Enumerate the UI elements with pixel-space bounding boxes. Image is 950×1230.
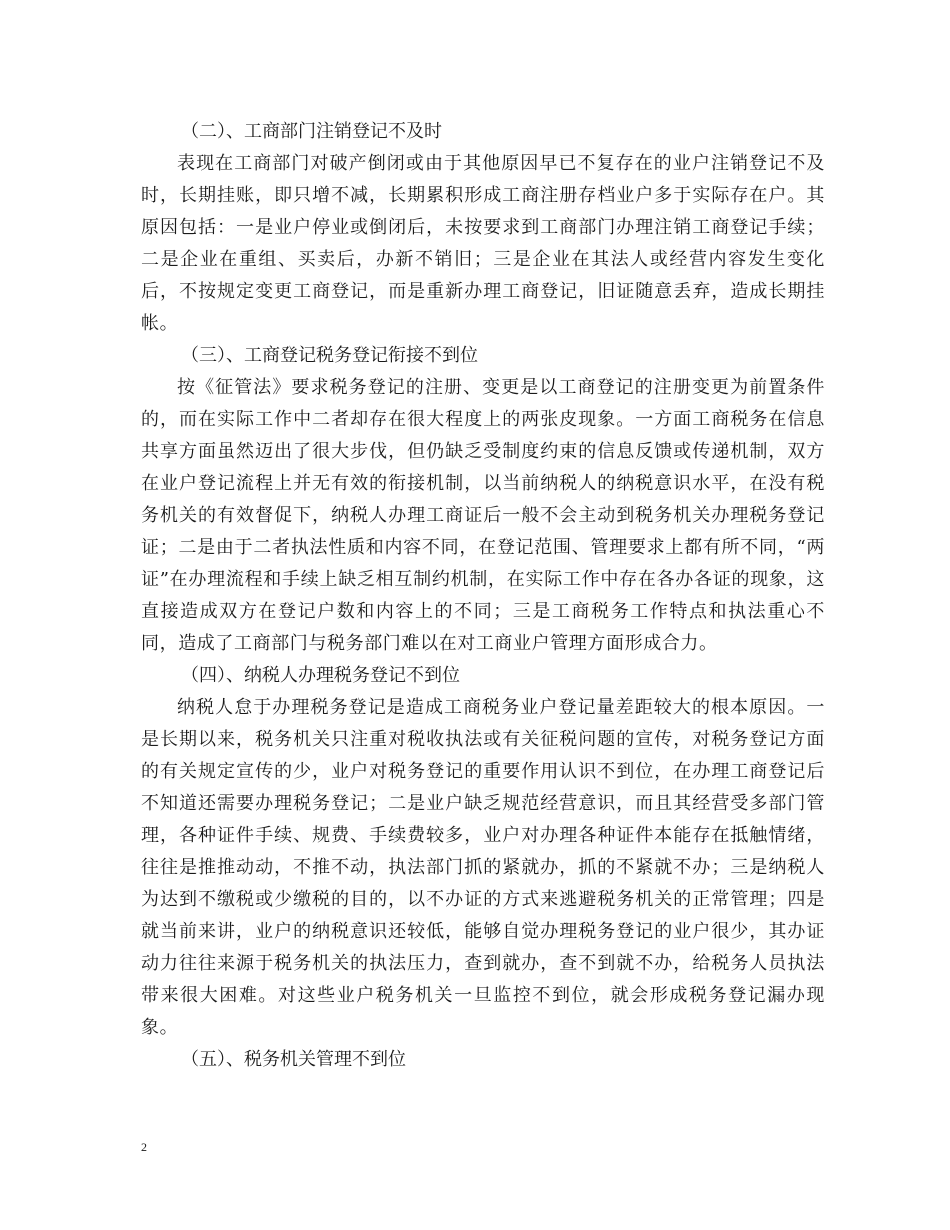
section-heading-4: （四）、纳税人办理税务登记不到位 xyxy=(181,665,460,686)
section-paragraph-3: 按《征管法》要求税务登记的注册、变更是以工商登记的注册变更为前置条件的，而在实际工作中二者却存在很大程度上的两张皮现象。一方面工商税务在信息共享方面虽然迈出了很大步伐，但仍缺乏受制度约束的信息反馈或传递机制，双方在业户登记流程上并无有效的衔接机制，以当前纳税人的纳税意识水平，在没有税务机关的有效督促下，纳税人办理工商证后一般不会主动到税务机关办理税务登记证；二是由于二者执法性质和内容不同，在登记范围、管理要求上都有所不同，“两证”在办理流程和手续上缺乏相互制约机制，在实际工作中存在各办各证的现象，这直接造成双方在登记户数和内容上的不同；三是工商税务工作特点和执法重心不同，造成了工商部门与税务部门难以在对工商业户管理方面形成合力。 xyxy=(141,377,825,654)
page-number: 2 xyxy=(141,1140,147,1154)
section-paragraph-4: 纳税人怠于办理税务登记是造成工商税务业户登记量差距较大的根本原因。一是长期以来，税务机关只注重对税收执法或有关征税问题的宣传，对税务登记方面的有关规定宣传的少，业户对税务登记的重要作用认识不到位，在办理工商登记后不知道还需要办理税务登记；二是业户缺乏规范经营意识，而且其经营受多部门管理，各种证件手续、规费、手续费较多，业户对办理各种证件本能存在抵触情绪，往往是推推动动，不推不动，执法部门抓的紧就办，抓的不紧就不办；三是纳税人为达到不缴税或少缴税的目的，以不办证的方式来逃避税务机关的正常管理；四是就当前来讲，业户的纳税意识还较低，能够自觉办理税务登记的业户很少，其办证动力往往来源于税务机关的执法压力，查到就办，查不到就不办，给税务人员执法带来很大困难。对这些业户税务机关一旦监控不到位，就会形成税务登记漏办现象。 xyxy=(141,697,825,1038)
section-paragraph-2: 表现在工商部门对破产倒闭或由于其他原因早已不复存在的业户注销登记不及时，长期挂账，即只增不减，长期累积形成工商注册存档业户多于实际存在户。其原因包括：一是业户停业或倒闭后，未按要求到工商部门办理注销工商登记手续；二是企业在重组、买卖后，办新不销旧；三是企业在其法人或经营内容发生变化后，不按规定变更工商登记，而是重新办理工商登记，旧证随意丢弃，造成长期挂帐。 xyxy=(141,153,825,334)
document-body xyxy=(141,116,825,1076)
section-heading-3: （三）、工商登记税务登记衔接不到位 xyxy=(181,345,478,366)
section-heading-2: （二）、工商部门注销登记不及时 xyxy=(181,121,442,142)
section-heading-5: （五）、税务机关管理不到位 xyxy=(181,1049,406,1070)
